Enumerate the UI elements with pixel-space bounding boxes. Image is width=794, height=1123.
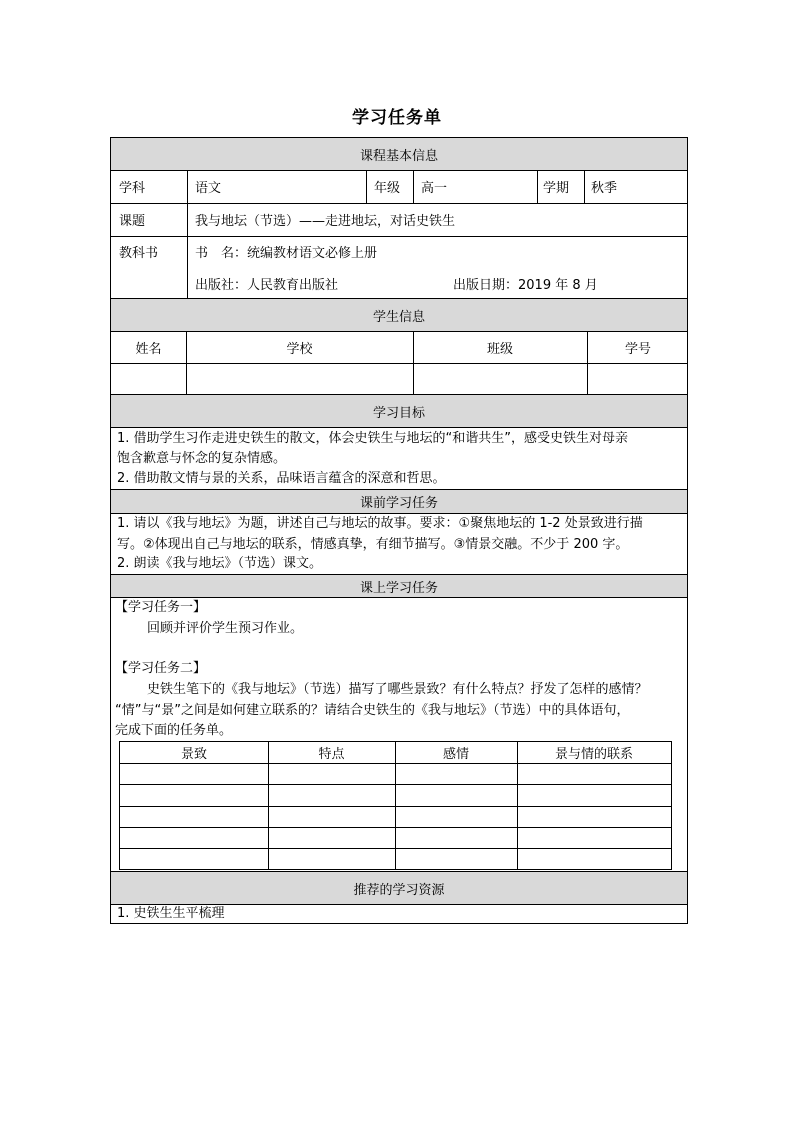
pre-class-line-1: 1. 请以《我与地坛》为题，讲述自己与地坛的故事。要求：①聚焦地坛的 1-2 处景致进行描 [117,516,643,531]
resources-header: 推荐的学习资源 [111,872,687,904]
task2-title: 【学习任务二】 [115,661,207,676]
objective-line-2: 饱含歉意与怀念的复杂情感。 [117,451,287,466]
topic-value: 我与地坛（节选）——走进地坛，对话史铁生 [195,214,456,229]
resource-line-1: 1. 史铁生生平梳理 [117,906,225,921]
in-class-header: 课上学习任务 [111,575,687,597]
task1-title: 【学习任务一】 [115,600,207,615]
page-title: 学习任务单 [352,108,442,128]
objective-line-3: 2. 借助散文情与景的关系，品味语言蕴含的深意和哲思。 [117,471,446,486]
task-sheet-table [110,137,688,924]
course-info-header: 课程基本信息 [111,138,687,170]
objectives-header: 学习目标 [111,395,687,427]
task2-line-1: 史铁生笔下的《我与地坛》（节选）描写了哪些景致？有什么特点？抒发了怎样的感情？ [147,682,648,697]
pre-class-header: 课前学习任务 [111,490,687,513]
textbook-name: 书 名：统编教材语文必修上册 [195,245,378,261]
student-info-header: 学生信息 [111,299,687,331]
scenery-task-table [119,741,672,870]
textbook-label: 教科书 [119,245,159,261]
pre-class-line-3: 2. 朗读《我与地坛》（节选）课文。 [117,556,323,571]
student-col-class: 班级 [486,341,513,357]
grade-value: 高一 [421,181,448,196]
pre-class-line-2: 写。②体现出自己与地坛的联系，情感真挚，有细节描写。③情景交融。不少于 200 字。 [117,537,629,552]
task-table-col-emotion: 感情 [442,747,469,762]
student-col-name: 姓名 [135,341,162,357]
task2-line-3: 完成下面的任务单。 [115,723,233,738]
task2-line-2: “情”与“景”之间是如何建立联系的？请结合史铁生的《我与地坛》（节选）中的具体语句， [115,703,630,718]
task-table-col-link: 景与情的联系 [554,747,633,762]
task1-body: 回顾并评价学生预习作业。 [147,621,304,636]
topic-label: 课题 [119,214,146,229]
term-label: 学期 [543,181,570,196]
student-col-school: 学校 [286,341,313,357]
student-col-id: 学号 [624,341,651,357]
term-value: 秋季 [591,181,618,196]
textbook-pub-date: 出版日期：2019 年 8 月 [453,277,598,293]
textbook-publisher: 出版社：人民教育出版社 [195,277,339,293]
objective-line-1: 1. 借助学生习作走进史铁生的散文，体会史铁生与地坛的“和谐共生”，感受史铁生对母亲 [117,431,629,446]
subject-label: 学科 [119,181,146,196]
task-table-col-feature: 特点 [318,747,345,762]
subject-value: 语文 [195,181,222,196]
task-table-col-scenery: 景致 [180,747,207,762]
grade-label: 年级 [374,181,401,196]
